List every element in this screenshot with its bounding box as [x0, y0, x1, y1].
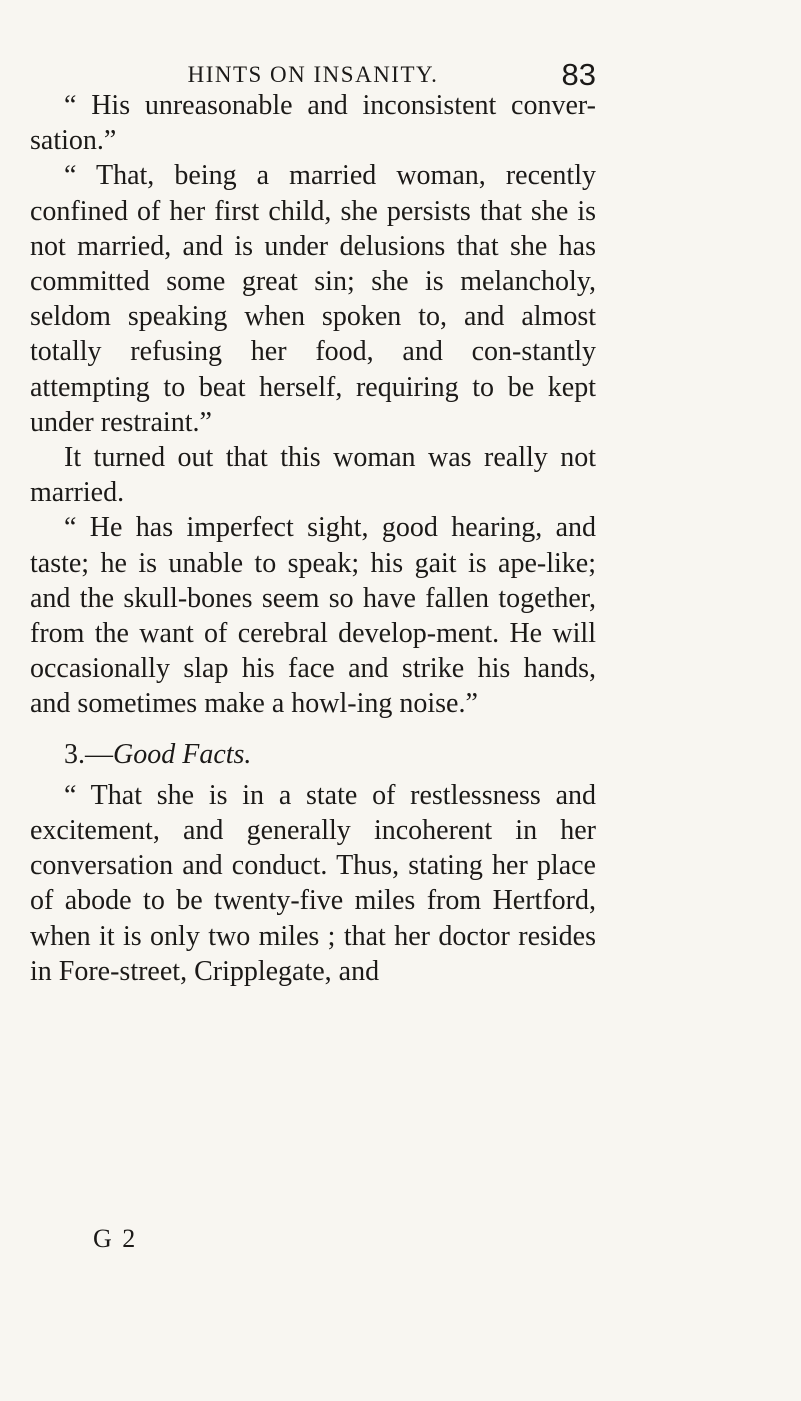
page-number: 83: [561, 57, 596, 92]
paragraph: “ His unreasonable and inconsistent conver-sation.”: [30, 90, 596, 157]
running-title: HINTS ON INSANITY.: [187, 62, 439, 87]
body-text: [30, 88, 596, 989]
paragraph: “ That, being a married woman, recently confined of her first child, she persists that she is not married, and is under delusions that she has committed some great sin; she is melancholy, seldom speaking when spoken to, and almost totally refusing her food, and con-stantly attempting to beat herself, requiring to be kept under restraint.”: [30, 160, 596, 438]
signature-mark: G 2: [93, 1224, 138, 1253]
paragraph: “ That she is in a state of restlessness and excitement, and generally incoherent in her conversation and conduct. Thus, stating her place of abode to be twenty-five miles from Hertford, when it is only two miles ; that her doctor resides in Fore-street, Cripplegate, and: [30, 779, 596, 987]
paragraph: “ He has imperfect sight, good hearing, and taste; he is unable to speak; his gait is ape-like; and the skull-bones seem so have fallen together, from the want of cerebral develop-ment. He will occasionally slap his face and strike his hands, and sometimes make a howl-ing noise.”: [30, 512, 596, 720]
paragraph: It turned out that this woman was really not married.: [30, 442, 596, 509]
section-number: 3.—: [64, 738, 113, 770]
section-title: Good Facts.: [113, 738, 252, 770]
section-heading: [30, 737, 596, 772]
